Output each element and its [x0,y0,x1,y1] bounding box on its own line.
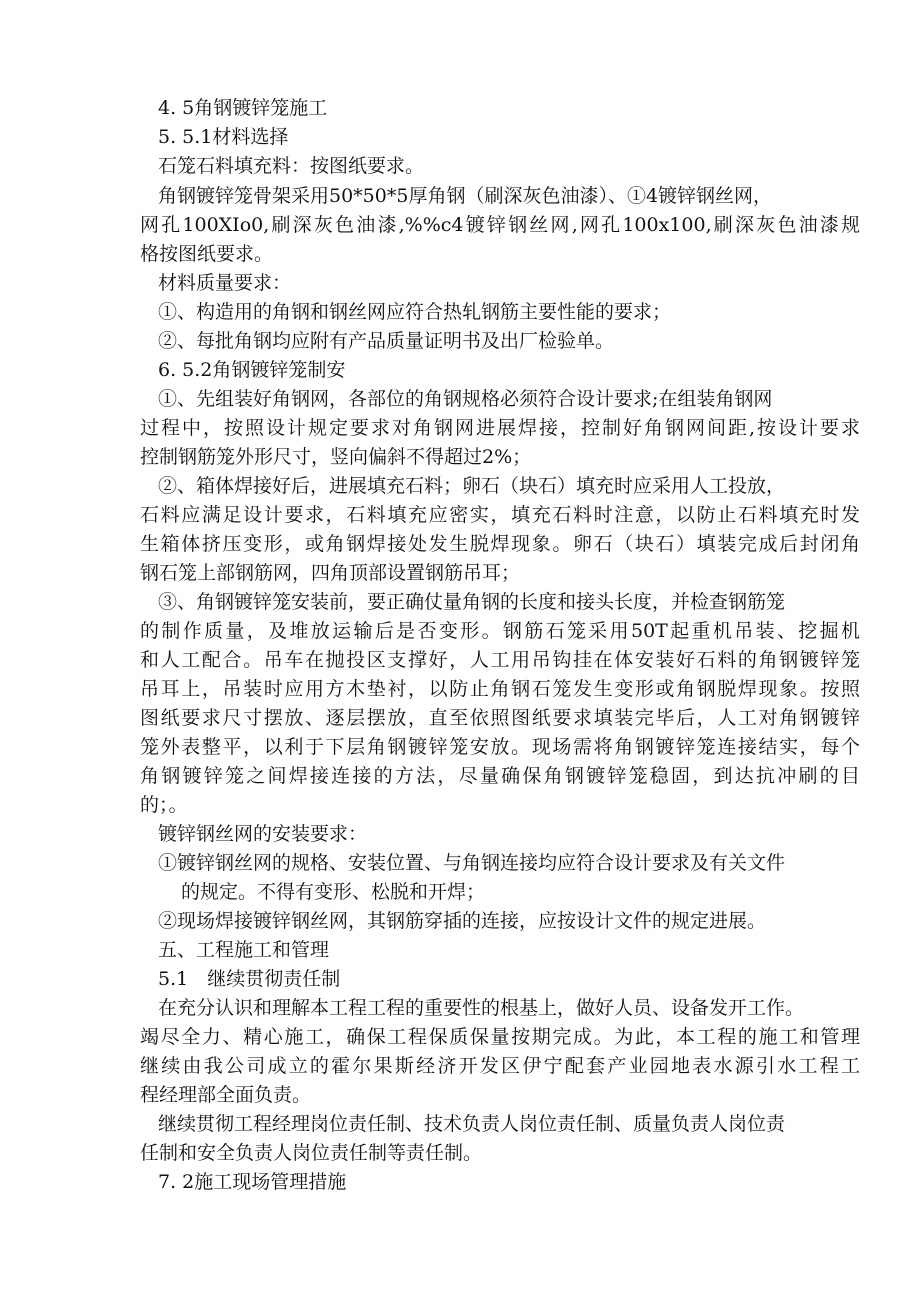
paragraph-line: 的规定。不得有变形、松脱和开焊； [181,881,486,903]
list-item: ②现场焊接镀锌钢丝网，其钢筋穿插的连接，应按设计文件的规定进展。 [158,910,767,932]
paragraph-line: 在充分认识和理解本工程工程的重要性的根基上，做好人员、设备发开工作。 [158,997,805,1019]
paragraph-line: 图纸要求尺寸摆放、逐层摆放，直至依照图纸要求填装完毕后，人工对角钢镀锌 [140,707,860,729]
list-item: ①镀锌钢丝网的规格、安装位置、与角钢连接均应符合设计要求及有关文件 [158,852,786,874]
paragraph-line: 的；。 [140,794,188,816]
list-item: ②、每批角钢均应附有产品质量证明书及出厂检验单。 [158,330,615,352]
paragraph-line: 竭尽全力、精心施工，确保工程保质保量按期完成。为此，本工程的施工和管理 [140,1026,860,1048]
paragraph-line: 角钢镀锌笼之间焊接连接的方法，尽量确保角钢镀锌笼稳固，到达抗冲刷的目 [140,765,860,787]
list-item: ①、先组装好角钢网，各部位的角钢规格必须符合设计要求;在组装角钢网 [158,388,773,410]
paragraph-line: 生箱体挤压变形，或角钢焊接处发生脱焊现象。卵石（块石）填装完成后封闭角 [140,533,860,555]
section-heading-5-5-1: 5. 5.1材料选择 [158,126,289,148]
paragraph-line: 笼外表整平，以利于下层角钢镀锌笼安放。现场需将角钢镀锌笼连接结实，每个 [140,736,860,758]
paragraph-line: 和人工配合。吊车在抛投区支撑好，人工用吊钩挂在体安装好石料的角钢镀锌笼 [140,649,860,671]
paragraph-line: 镀锌钢丝网的安装要求： [158,823,368,845]
paragraph-line: 继续贯彻工程经理岗位责任制、技术负责人岗位责任制、质量负责人岗位责 [158,1113,786,1135]
list-item: ②、箱体焊接好后，进展填充石料；卵石（块石）填充时应采用人工投放， [158,475,786,497]
section-heading-7-2: 7. 2施工现场管理措施 [158,1171,347,1193]
paragraph-line: 角钢镀锌笼骨架采用50*50*5厚角钢（刷深灰色油漆）、①4镀锌钢丝网， [158,185,773,207]
paragraph-line: 吊耳上，吊装时应用方木垫衬，以防止角钢石笼发生变形或角钢脱焊现象。按照 [140,678,860,700]
section-heading-6-5-2: 6. 5.2角钢镀锌笼制安 [158,359,346,381]
list-item: ①、构造用的角钢和钢丝网应符合热轧钢筋主要性能的要求； [158,301,672,323]
paragraph-line: 任制和安全负责人岗位责任制等责任制。 [140,1142,483,1164]
paragraph-line: 程经理部全面负责。 [140,1084,312,1106]
paragraph-line: 网孔100XIo0,刷深灰色油漆,%%c4镀锌钢丝网,网孔100x100,刷深灰色油漆规 [140,214,860,236]
section-heading-4-5: 4. 5角钢镀锌笼施工 [158,97,328,119]
paragraph-line: 钢石笼上部钢筋网，四角顶部设置钢筋吊耳； [140,562,521,584]
paragraph-line: 石笼石料填充料：按图纸要求。 [158,155,425,177]
list-item: ③、角钢镀锌笼安装前，要正确仗量角钢的长度和接头长度，并检查钢筋笼 [158,591,786,613]
paragraph-line: 的制作质量，及堆放运输后是否变形。钢筋石笼采用50T起重机吊装、挖掘机 [140,620,860,642]
chapter-heading-5: 五、工程施工和管理 [158,939,330,961]
paragraph-line: 过程中，按照设计规定要求对角钢网进展焊接，控制好角钢网间距,按设计要求 [140,417,860,439]
paragraph-line: 材料质量要求： [158,272,292,294]
paragraph-line: 石料应满足设计要求，石料填充应密实，填充石料时注意，以防止石料填充时发 [140,504,860,526]
section-heading-5-1: 5.1 继续贯彻责任制 [158,968,341,990]
paragraph-line: 控制钢筋笼外形尺寸，竖向偏斜不得超过2%； [140,446,532,468]
paragraph-line: 格按图纸要求。 [140,243,274,265]
paragraph-line: 继续由我公司成立的霍尔果斯经济开发区伊宁配套产业园地表水源引水工程工 [140,1055,860,1077]
